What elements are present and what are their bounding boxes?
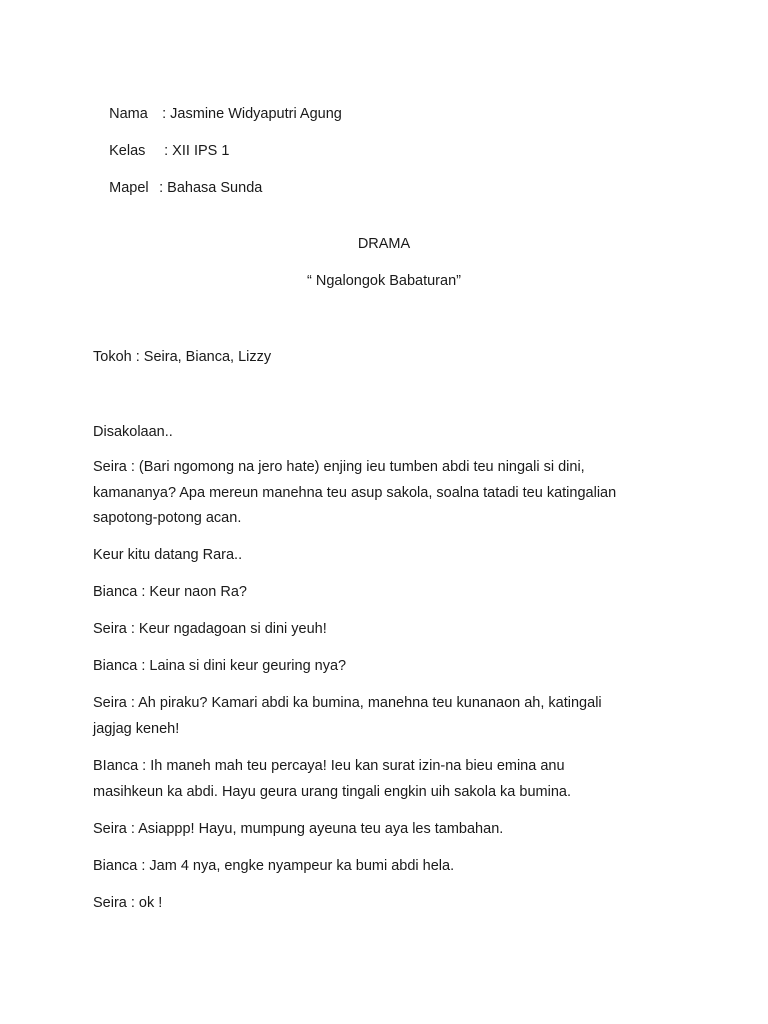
dialogue-text: kamananya? Apa mereun manehna teu asup sakola, soalna tatadi teu katingalian bbox=[93, 484, 617, 501]
stage-direction bbox=[93, 543, 673, 569]
dialogue-line-9 bbox=[93, 891, 673, 917]
dialogue-line-4 bbox=[93, 654, 673, 680]
dialogue-line-7 bbox=[93, 817, 673, 843]
dialogue-line-5 bbox=[93, 691, 673, 742]
cast-line: Tokoh : Seira, Bianca, Lizzy bbox=[93, 349, 272, 365]
subject-value: : Bahasa Sunda bbox=[159, 180, 263, 196]
dialogue-line-8 bbox=[93, 854, 673, 880]
dialogue-text: Keur kitu datang Rara.. bbox=[93, 547, 243, 563]
dialogue-text: sapotong-potong acan. bbox=[93, 510, 242, 526]
dialogue-text: Seira : (Bari ngomong na jero hate) enjing ieu tumben abdi teu ningali si dini, bbox=[93, 459, 585, 475]
dialogue-text: Seira : Keur ngadagoan si dini yeuh! bbox=[93, 621, 327, 637]
class-value: : XII IPS 1 bbox=[164, 143, 230, 159]
subject-row bbox=[93, 161, 262, 215]
name-value: : Jasmine Widyaputri Agung bbox=[162, 106, 342, 122]
class-label: Kelas bbox=[109, 143, 146, 159]
subject-label: Mapel bbox=[109, 180, 149, 196]
dialogue-line-6 bbox=[93, 754, 673, 805]
dialogue-text: jagjag keneh! bbox=[93, 720, 180, 737]
dialogue-text: masihkeun ka abdi. Hayu geura urang tingali engkin uih sakola ka bumina. bbox=[93, 783, 571, 800]
dialogue-text: Seira : Asiappp! Hayu, mumpung ayeuna teu aya les tambahan. bbox=[93, 821, 504, 837]
name-label: Nama bbox=[109, 106, 148, 122]
drama-heading: DRAMA bbox=[357, 236, 411, 252]
dialogue-text: BIanca : Ih maneh mah teu percaya! Ieu kan surat izin-na bieu emina anu bbox=[93, 758, 565, 774]
dialogue-text: Seira : Ah piraku? Kamari abdi ka bumina, manehna teu kunanaon ah, katingali bbox=[93, 695, 602, 711]
dialogue-text: Bianca : Keur naon Ra? bbox=[93, 584, 247, 600]
drama-title: “ Ngalongok Babaturan” bbox=[307, 273, 461, 289]
dialogue-line-3 bbox=[93, 617, 673, 643]
dialogue-text: Seira : ok ! bbox=[93, 895, 163, 911]
dialogue-text: Bianca : Laina si dini keur geuring nya? bbox=[93, 658, 347, 674]
dialogue-text: Bianca : Jam 4 nya, engke nyampeur ka bumi abdi hela. bbox=[93, 858, 455, 874]
dialogue-line-1 bbox=[93, 455, 673, 532]
dialogue-line-2 bbox=[93, 580, 673, 606]
scene-line: Disakolaan.. bbox=[93, 424, 173, 440]
